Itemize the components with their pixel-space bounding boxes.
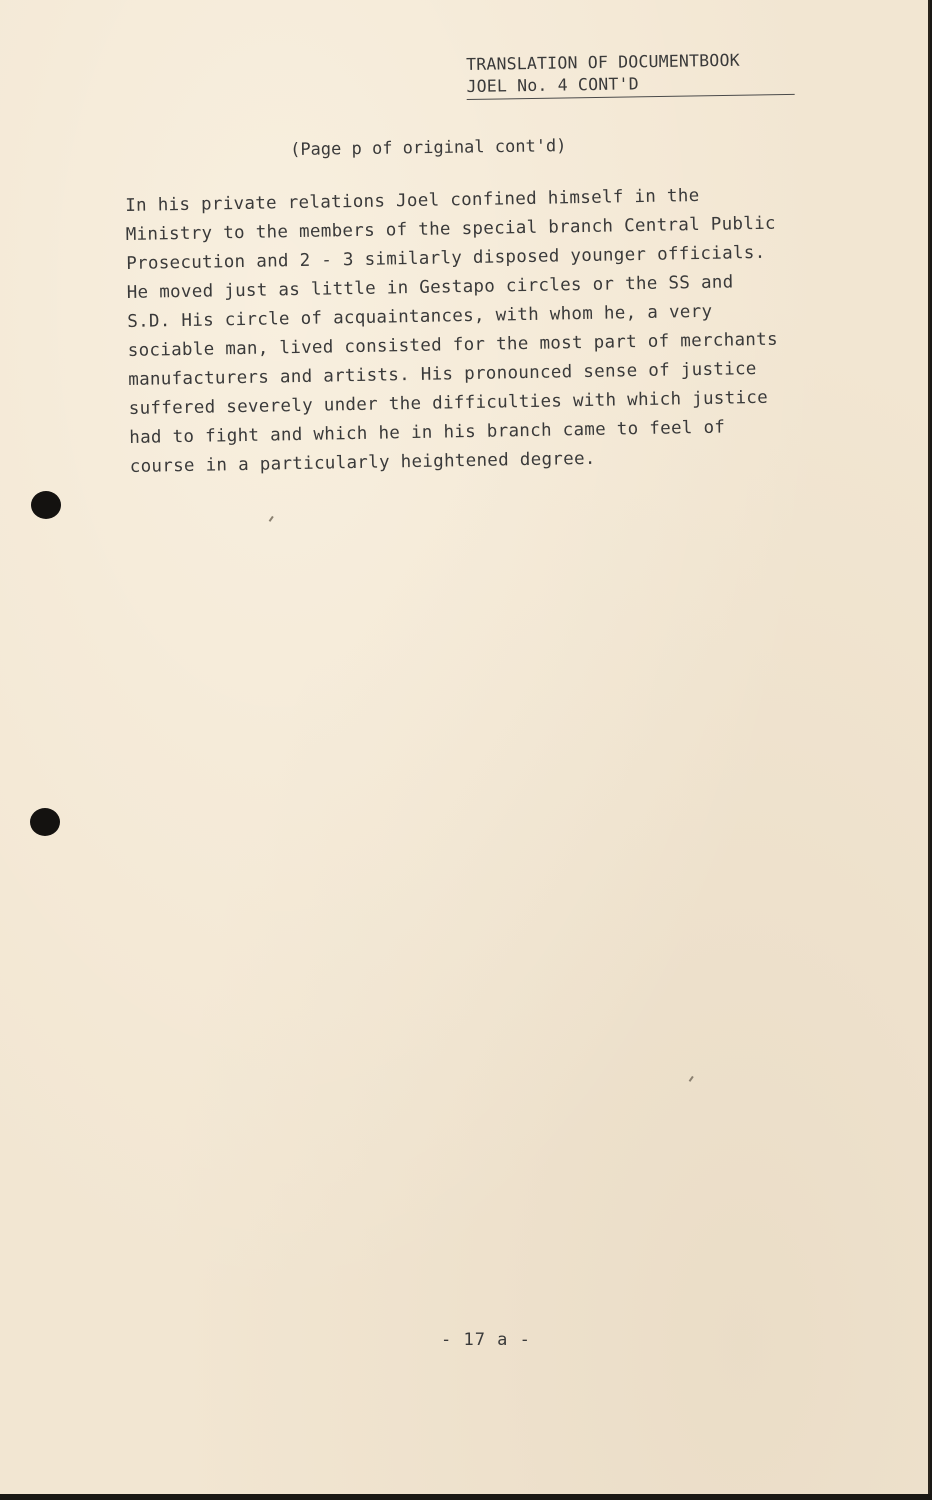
body-line: had to fight and which he in his branch came to feel of <box>129 417 726 448</box>
body-line: course in a particularly heightened degree. <box>129 448 596 477</box>
body-line: suffered severely under the difficulties with which justice <box>128 387 769 419</box>
header-title: TRANSLATION OF DOCUMENTBOOK <box>466 50 740 74</box>
body-line: In his private relations Joel confined himself in the <box>125 185 700 216</box>
body-line: sociable man, lived consisted for the most part of merchants <box>127 329 779 361</box>
header-subtitle: JOEL No. 4 CONT'D <box>466 71 794 100</box>
body-paragraph <box>125 179 850 482</box>
punch-hole <box>31 491 61 519</box>
page-reference: (Page p of original cont'd) <box>290 136 567 160</box>
body-line: S.D. His circle of acquaintances, with whom he, a very <box>127 301 713 332</box>
paper-speck <box>269 516 274 522</box>
body-line: manufacturers and artists. His pronounced sense of justice <box>128 359 757 390</box>
document-header <box>466 49 795 100</box>
body-line: Ministry to the members of the special branch Central Public <box>125 213 776 245</box>
page-number: - 17 a - <box>441 1330 531 1350</box>
paper-speck <box>689 1076 694 1082</box>
punch-hole <box>30 808 60 836</box>
body-line: Prosecution and 2 - 3 similarly disposed younger officials. <box>126 242 766 274</box>
body-line: He moved just as little in Gestapo circles or the SS and <box>126 272 734 303</box>
